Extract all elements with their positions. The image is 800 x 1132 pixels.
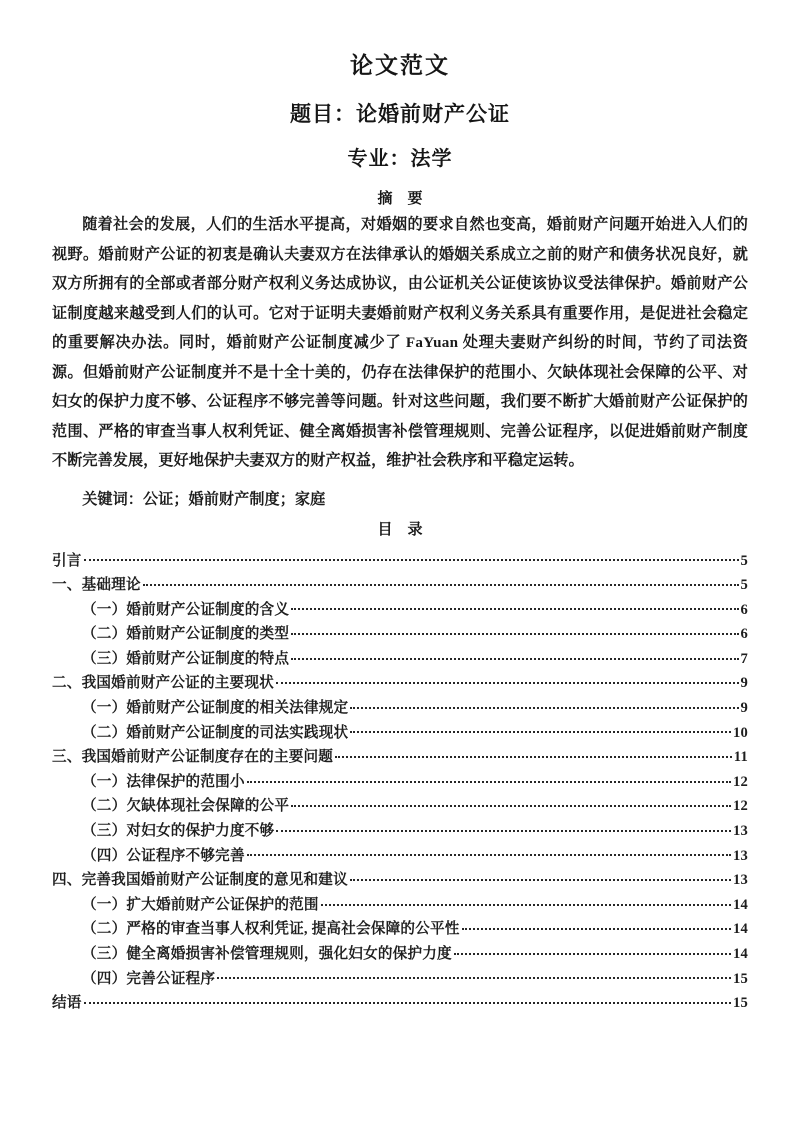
toc-entry-page-number: 9 — [740, 675, 748, 692]
page-title: 论文范文 — [350, 53, 450, 78]
toc-leader-dots — [84, 550, 739, 565]
toc-leader-dots — [247, 845, 731, 860]
toc-entry[interactable] — [52, 844, 748, 869]
toc-entry-page-number: 10 — [733, 724, 748, 741]
toc-entry-page-number: 13 — [733, 823, 748, 840]
toc-leader-dots — [350, 697, 738, 712]
toc-leader-dots — [217, 968, 731, 983]
toc-entry-label: （三）婚前财产公证制度的特点 — [82, 650, 290, 667]
toc-leader-dots — [291, 648, 738, 663]
toc-entry[interactable] — [52, 721, 748, 746]
toc-entry[interactable] — [52, 917, 748, 942]
toc-leader-dots — [454, 943, 731, 958]
toc-entry-label: （二）欠缺体现社会保障的公平 — [82, 798, 290, 815]
toc-entry-page-number: 12 — [733, 773, 748, 790]
toc-entry[interactable] — [52, 942, 748, 967]
toc-leader-dots — [276, 820, 731, 835]
toc-heading: 目 录 — [377, 521, 423, 538]
toc-entry-label: （二）严格的审查当事人权利凭证, 提高社会保障的公平性 — [82, 921, 460, 938]
toc-entry-page-number: 6 — [740, 626, 748, 643]
toc-entry[interactable] — [52, 647, 748, 672]
toc-entry-page-number: 6 — [740, 601, 748, 618]
abstract-paragraph — [52, 208, 748, 477]
document-major: 专业：法学 — [347, 148, 453, 170]
toc-leader-dots — [143, 575, 739, 590]
toc-entry-label: （四）完善公证程序 — [82, 970, 216, 987]
toc-entry-label: 四、完善我国婚前财产公证制度的意见和建议 — [52, 872, 348, 889]
toc-entry[interactable] — [52, 745, 748, 770]
toc-entry-page-number: 15 — [733, 970, 748, 987]
toc-entry-page-number: 5 — [740, 577, 748, 594]
toc-entry-page-number: 13 — [733, 847, 748, 864]
abstract-text-part-1: 随着社会的发展，人们的生活水平提高，对婚姻的要求自然也变高，婚前财产问题开始进入人们的视野。婚前财产公证的初衷是确认夫妻双方在法律承认的婚姻关系成立之前的财产和债务状况良好，就双方所拥有的全部或者部分财产权利义务达成协议，由公证机关公证使该协议受法律保护。婚前财产公证制度越来越受到人们的认可。它对于证明夫妻婚前财产权利义务关系具有重要作用，是促进社会稳定的重要解决办法。同时，婚前财产公证制度减少了 — [52, 217, 748, 351]
toc-entry-label: 三、我国婚前财产公证制度存在的主要问题 — [52, 749, 334, 766]
toc-entry-label: （二）婚前财产公证制度的类型 — [82, 626, 290, 643]
toc-entry-label: （三）对妇女的保护力度不够 — [82, 823, 275, 840]
toc-leader-dots — [291, 599, 738, 614]
toc-entry-label: （一）婚前财产公证制度的含义 — [82, 601, 290, 618]
toc-entry-label: （一）法律保护的范围小 — [82, 773, 245, 790]
toc-entry-page-number: 15 — [733, 995, 748, 1012]
abstract-heading: 摘 要 — [377, 191, 423, 207]
toc-entry-label: 引言 — [52, 552, 82, 569]
toc-entry[interactable] — [52, 967, 748, 992]
toc-entry-label: （四）公证程序不够完善 — [82, 847, 245, 864]
toc-entry-page-number: 7 — [740, 650, 748, 667]
toc-entry-page-number: 14 — [733, 921, 748, 938]
toc-leader-dots — [291, 796, 731, 811]
toc-entry[interactable] — [52, 671, 748, 696]
toc-entry[interactable] — [52, 819, 748, 844]
toc-entry-page-number: 5 — [740, 552, 748, 569]
toc-leader-dots — [321, 894, 731, 909]
toc-entry[interactable] — [52, 770, 748, 795]
keywords-line: 关键词：公证；婚前财产制度；家庭 — [82, 491, 326, 508]
toc-entry[interactable] — [52, 573, 748, 598]
toc-entry-label: 二、我国婚前财产公证的主要现状 — [52, 675, 274, 692]
document-subject: 题目：论婚前财产公证 — [290, 101, 510, 126]
toc-entry-page-number: 11 — [733, 749, 748, 766]
toc-entry[interactable] — [52, 868, 748, 893]
toc-entry[interactable] — [52, 893, 748, 918]
toc-leader-dots — [350, 870, 731, 885]
toc-entry-label: （一）扩大婚前财产公证保护的范围 — [82, 896, 319, 913]
abstract-latin-term: FaYuan — [405, 335, 459, 351]
toc-entry-page-number: 9 — [740, 700, 748, 717]
toc-entry[interactable] — [52, 794, 748, 819]
toc-leader-dots — [291, 624, 738, 639]
toc-leader-dots — [276, 673, 739, 688]
toc-entry-page-number: 12 — [733, 798, 748, 815]
table-of-contents — [52, 549, 748, 1016]
toc-leader-dots — [350, 722, 731, 737]
toc-entry-page-number: 14 — [733, 896, 748, 913]
toc-entry-label: （三）健全离婚损害补偿管理规则，强化妇女的保护力度 — [82, 946, 452, 962]
toc-entry-label: 结语 — [52, 995, 82, 1012]
toc-leader-dots — [335, 747, 732, 762]
toc-entry[interactable] — [52, 598, 748, 623]
toc-leader-dots — [247, 771, 731, 786]
toc-entry[interactable] — [52, 549, 748, 574]
toc-entry-page-number: 14 — [733, 946, 748, 962]
toc-entry-page-number: 13 — [733, 872, 748, 889]
toc-entry-label: 一、基础理论 — [52, 577, 141, 594]
abstract-text-part-2: 处理夫妻财产纠纷的时间，节约了司法资源。但婚前财产公证制度并不是十全十美的，仍存在法律保护的范围小、欠缺体现社会保障的公平、对妇女的保护力度不够、公证程序不够完善等问题。针对这些问题，我们要不断扩大婚前财产公证保护的范围、严格的审查当事人权利凭证、健全离婚损害补偿管理规则、完善公证程序，以促进婚前财产制度不断完善发展，更好地保护夫妻双方的财产权益，维护社会秩序和平稳定运转。 — [52, 335, 748, 469]
toc-entry-label: （二）婚前财产公证制度的司法实践现状 — [82, 724, 349, 741]
toc-entry-label: （一）婚前财产公证制度的相关法律规定 — [82, 700, 349, 717]
toc-entry[interactable] — [52, 696, 748, 721]
toc-leader-dots — [462, 919, 731, 934]
toc-entry[interactable] — [52, 622, 748, 647]
toc-leader-dots — [84, 993, 731, 1008]
toc-entry[interactable] — [52, 991, 748, 1016]
